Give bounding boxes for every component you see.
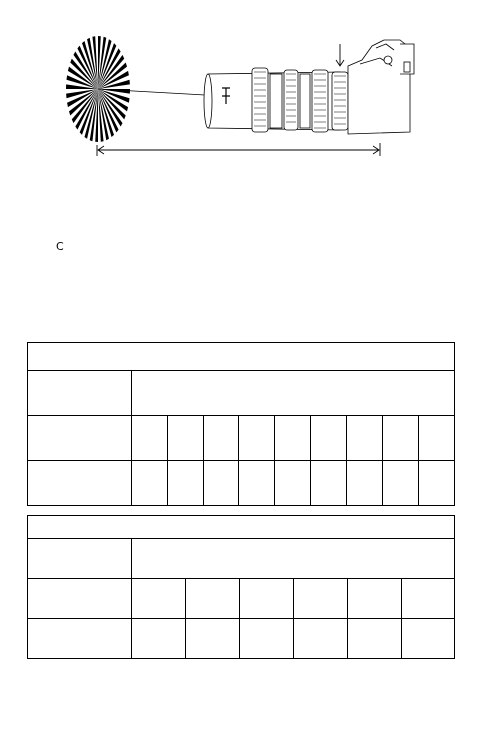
table-cell [275, 461, 311, 506]
table-cell [294, 579, 348, 619]
table2-title-cell [28, 516, 455, 539]
table1-row1-label [28, 416, 132, 461]
table-cell [348, 579, 402, 619]
table-cell [240, 619, 294, 659]
table2-row2-label [28, 619, 132, 659]
table-cell [204, 461, 239, 506]
table2-header-label-cell [28, 539, 132, 579]
section-marker-label: C [56, 240, 64, 253]
table-cell [383, 461, 419, 506]
table-cell [132, 579, 186, 619]
table-cell [311, 461, 347, 506]
table-cell [347, 461, 383, 506]
table-cell [168, 461, 204, 506]
table-cell [348, 619, 402, 659]
pointer-arrow-icon [336, 44, 344, 66]
camera-icon [348, 40, 414, 134]
table-row [28, 416, 455, 461]
table2-row1-label [28, 579, 132, 619]
table-cell [132, 416, 168, 461]
table-row [28, 619, 455, 659]
table-cell [311, 416, 347, 461]
table-cell [383, 416, 419, 461]
table-cell [168, 416, 204, 461]
table-cell [132, 619, 186, 659]
table-row [28, 579, 455, 619]
table-cell [204, 416, 239, 461]
table2-header-value-cell [132, 539, 455, 579]
table-cell [132, 461, 168, 506]
table-cell [186, 619, 240, 659]
table-cell [239, 461, 275, 506]
distance-arrow-icon [97, 143, 380, 156]
table-cell [402, 619, 455, 659]
table-cell [239, 416, 275, 461]
table-cell [347, 416, 383, 461]
table-cell [419, 461, 455, 506]
table-cell [419, 416, 455, 461]
table-cell [186, 579, 240, 619]
table1-header-value-cell [132, 371, 455, 416]
table-cell [294, 619, 348, 659]
table1-title-cell [28, 343, 455, 371]
table-cell [275, 416, 311, 461]
table1-header-label-cell [28, 371, 132, 416]
focus-distance-illustration [0, 0, 482, 170]
table-cell [240, 579, 294, 619]
table-row [28, 461, 455, 506]
cine-lens-icon [204, 68, 348, 132]
data-table-2 [27, 515, 455, 659]
table-cell [402, 579, 455, 619]
data-table-1 [27, 342, 455, 506]
table1-row2-label [28, 461, 132, 506]
